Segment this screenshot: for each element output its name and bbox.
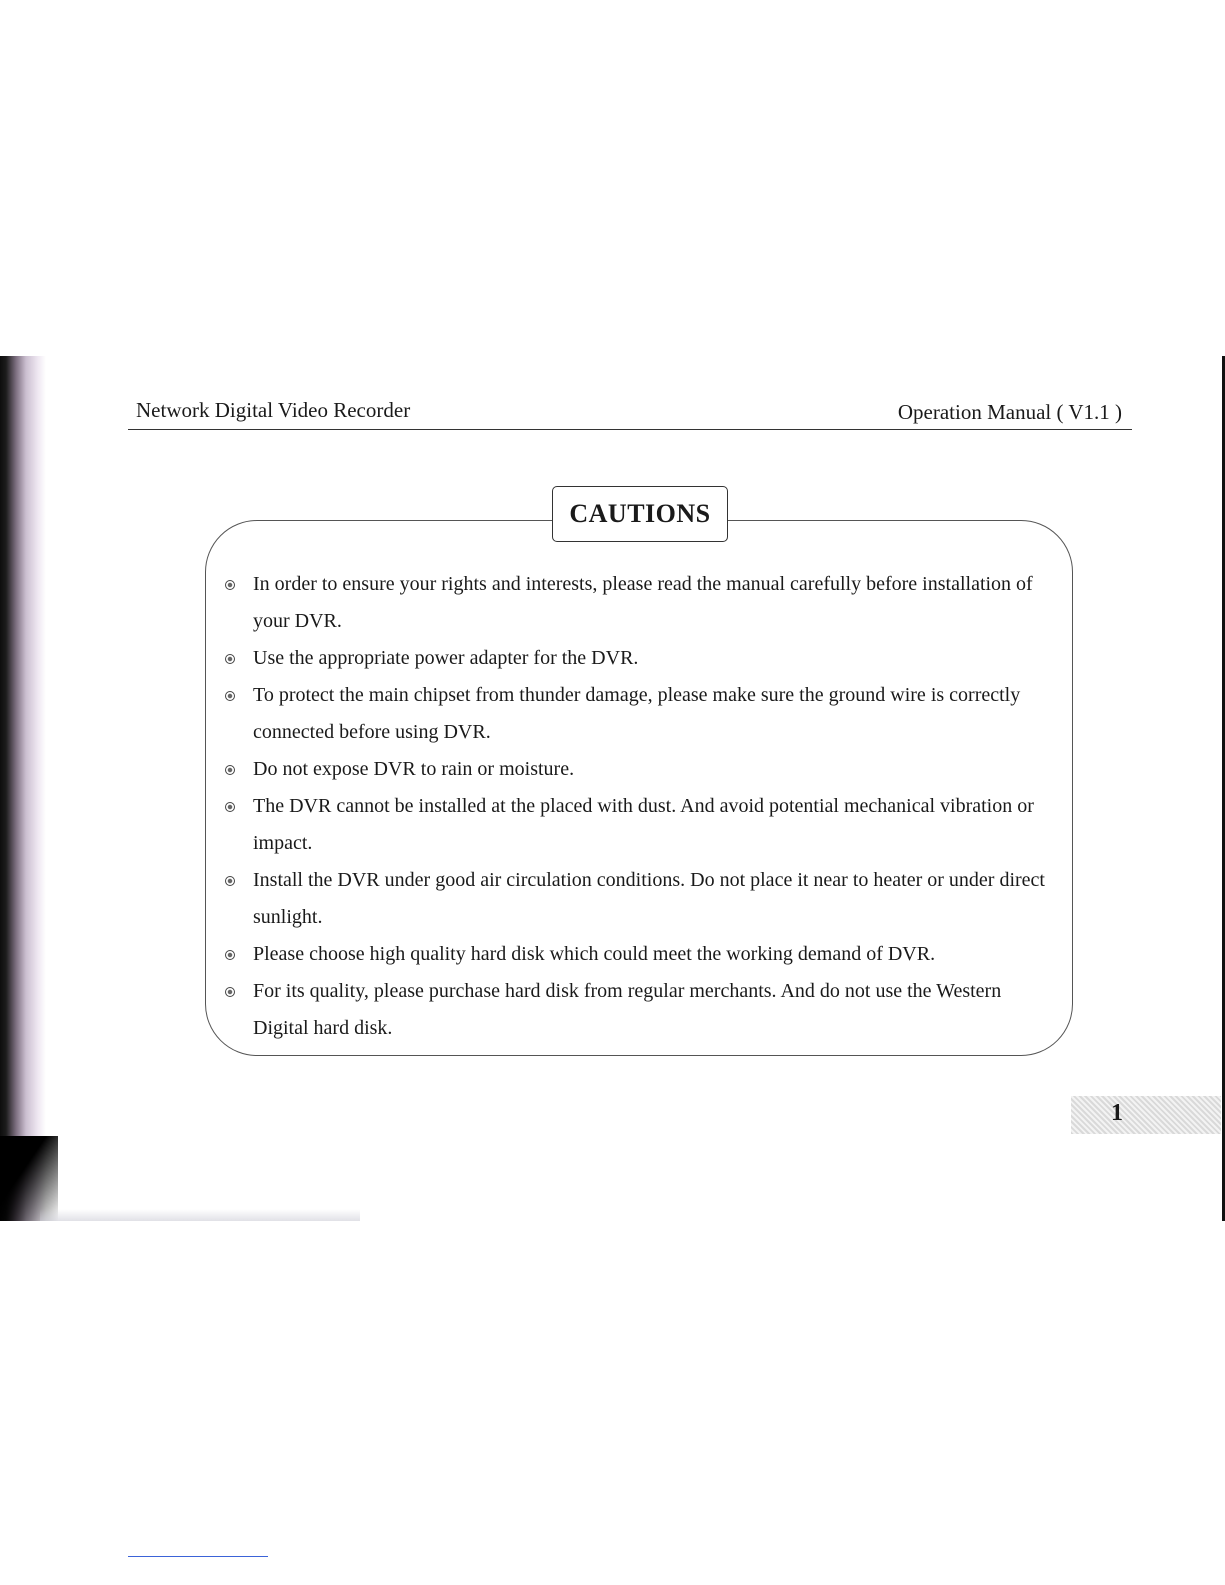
caution-item — [225, 677, 1050, 751]
caution-item — [225, 566, 1050, 640]
caution-item-text: Please choose high quality hard disk which could meet the working demand of DVR. — [253, 943, 936, 965]
caution-item — [225, 973, 1050, 1047]
bullet-icon — [225, 802, 235, 812]
cautions-title: CAUTIONS — [552, 486, 728, 542]
caution-item — [225, 788, 1050, 862]
page-number: 1 — [1111, 1100, 1123, 1126]
caution-item-text: Do not expose DVR to rain or moisture. — [253, 758, 575, 780]
binding-shadow-left — [0, 356, 46, 1221]
caution-item — [225, 751, 1050, 788]
scanned-page — [0, 356, 1225, 1221]
caution-item-text: In order to ensure your rights and interests, please read the manual carefully before installation of your DVR. — [253, 573, 1033, 632]
bullet-icon — [225, 950, 235, 960]
page-header — [128, 394, 1132, 430]
caution-item-text: Install the DVR under good air circulation conditions. Do not place it near to heater or under direct sunlight. — [253, 869, 1045, 928]
page-bottom-shadow — [40, 1209, 360, 1221]
caution-item — [225, 936, 1050, 973]
bullet-icon — [225, 691, 235, 701]
caution-item — [225, 862, 1050, 936]
caution-item-text: To protect the main chipset from thunder damage, please make sure the ground wire is correctly connected before using DVR. — [253, 684, 1021, 743]
caution-item-text: Use the appropriate power adapter for the DVR. — [253, 647, 639, 669]
bullet-icon — [225, 580, 235, 590]
link-underline — [128, 1556, 268, 1557]
caution-item-text: The DVR cannot be installed at the placed with dust. And avoid potential mechanical vibration or impact. — [253, 795, 1034, 854]
caution-item — [225, 640, 1050, 677]
bullet-icon — [225, 765, 235, 775]
caution-item-text: For its quality, please purchase hard disk from regular merchants. And do not use the Western Digital hard disk. — [253, 980, 1002, 1039]
page-number-tab — [1071, 1096, 1221, 1134]
header-product-title: Network Digital Video Recorder — [136, 398, 411, 422]
cautions-list — [225, 566, 1050, 1047]
bullet-icon — [225, 876, 235, 886]
header-manual-version: Operation Manual ( V1.1 ) — [897, 400, 1122, 424]
bullet-icon — [225, 987, 235, 997]
bullet-icon — [225, 654, 235, 664]
